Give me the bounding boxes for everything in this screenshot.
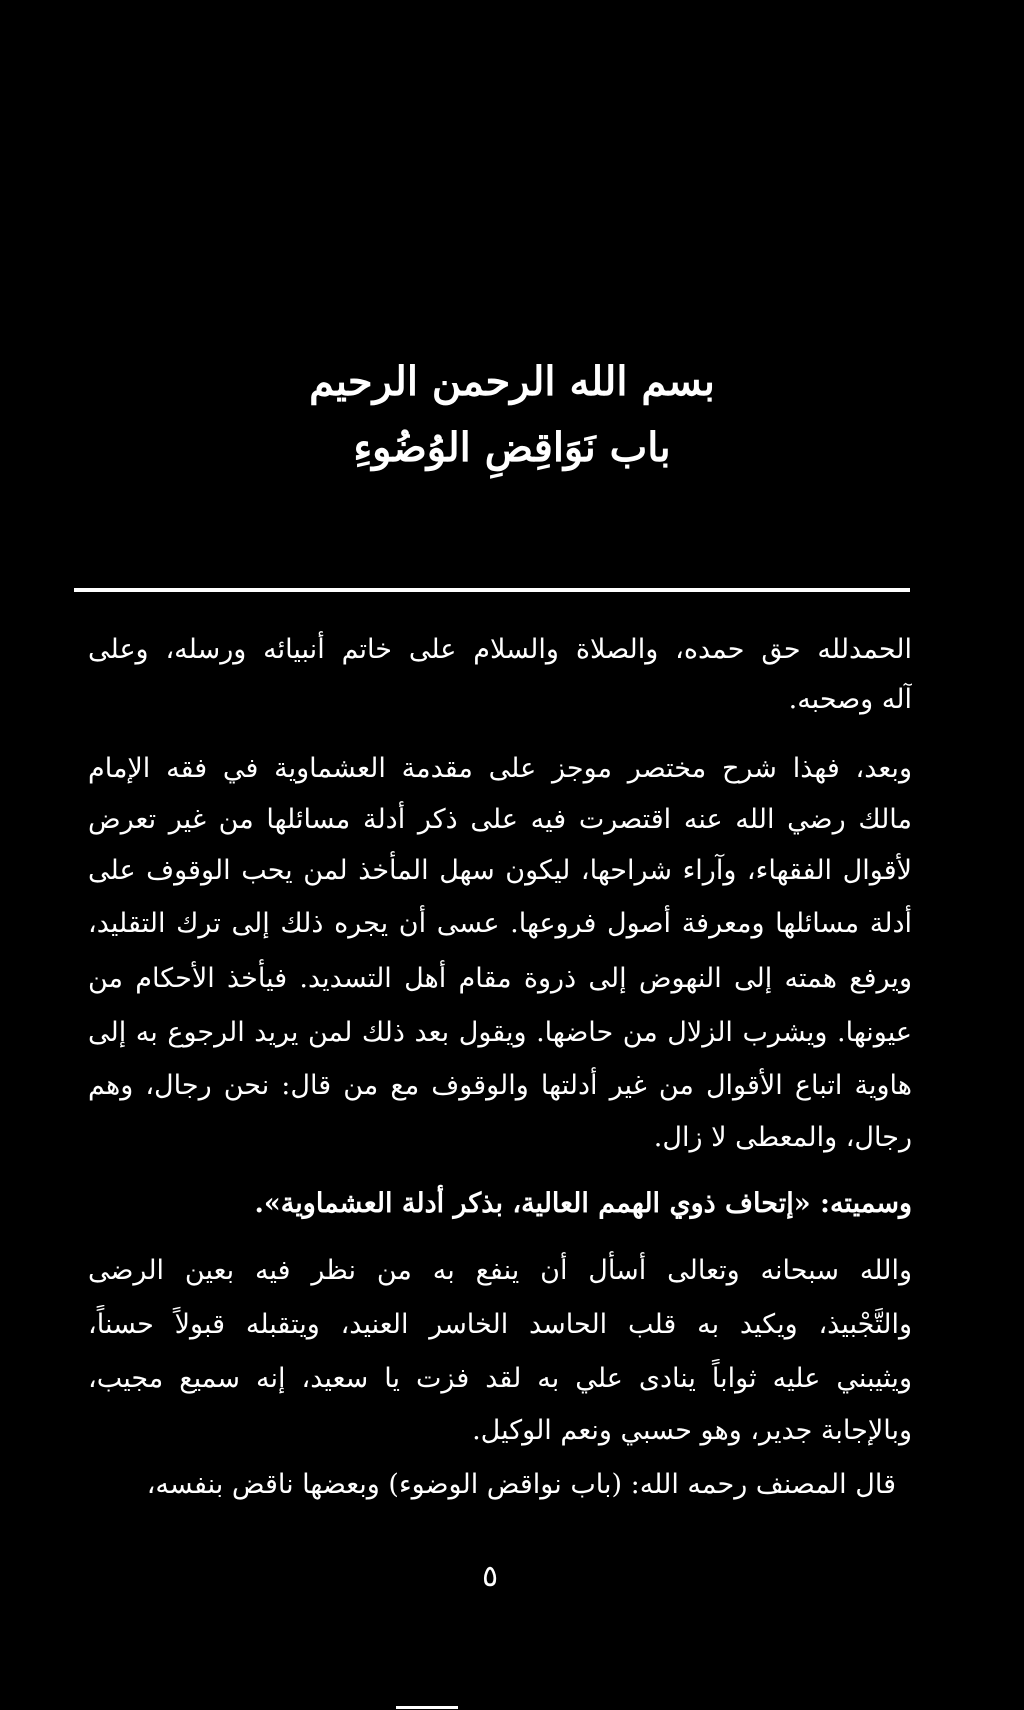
bottom-edge-mark [396, 1706, 458, 1709]
text-line: قال المصنف رحمه الله: (باب نواقض الوضوء) وبعضها ناقض بنفسه، [146, 1469, 896, 1500]
text-line: ويثيبني عليه ثواباً ينادى علي به لقد فزت يا سعيد، إنه سميع مجيب، [88, 1363, 912, 1394]
text-line: عيونها. ويشرب الزلال من حاضها. ويقول بعد ذلك لمن يريد الرجوع به إلى [88, 1017, 912, 1048]
text-line: أدلة مسائلها ومعرفة أصول فروعها. عسى أن يجره ذلك إلى ترك التقليد، [88, 908, 912, 939]
text-line: آله وصحبه. [788, 684, 912, 715]
text-line: والتَّجْبيذ، ويكيد به قلب الحاسد الخاسر العنيد، ويتقبله قبولاً حسناً، [88, 1309, 912, 1340]
text-line: هاوية اتباع الأقوال من غير أدلتها والوقوف مع من قال: نحن رجال، وهم [88, 1070, 912, 1101]
text-line: لأقوال الفقهاء، وآراء شراحها، ليكون سهل المأخذ لمن يحب الوقوف على [88, 855, 912, 886]
text-line: وبالإجابة جدير، وهو حسبي ونعم الوكيل. [472, 1415, 912, 1446]
horizontal-rule [74, 588, 910, 592]
page-number: ٥ [481, 1559, 499, 1594]
text-line: رجال، والمعطى لا زال. [653, 1122, 912, 1153]
text-line: والله سبحانه وتعالى أسأل أن ينفع به من نظر فيه بعين الرضى [88, 1255, 912, 1286]
text-line: وبعد، فهذا شرح مختصر موجز على مقدمة العشماوية في فقه الإمام [88, 753, 912, 784]
text-line: مالك رضي الله عنه اقتصرت فيه على ذكر أدلة مسائلها من غير تعرض [88, 804, 912, 835]
chapter-title: باب نَوَاقِضِ الوُضُوءِ [353, 424, 671, 471]
text-line: الحمدلله حق حمده، والصلاة والسلام على خاتم أنبيائه ورسله، وعلى [88, 634, 912, 665]
basmala-heading: بسم الله الرحمن الرحيم [309, 358, 715, 405]
text-line: ويرفع همته إلى النهوض إلى ذروة مقام أهل التسديد. فيأخذ الأحكام من [88, 963, 912, 994]
book-title-line: وسميته: «إتحاف ذوي الهمم العالية، بذكر أدلة العشماوية». [254, 1188, 912, 1219]
